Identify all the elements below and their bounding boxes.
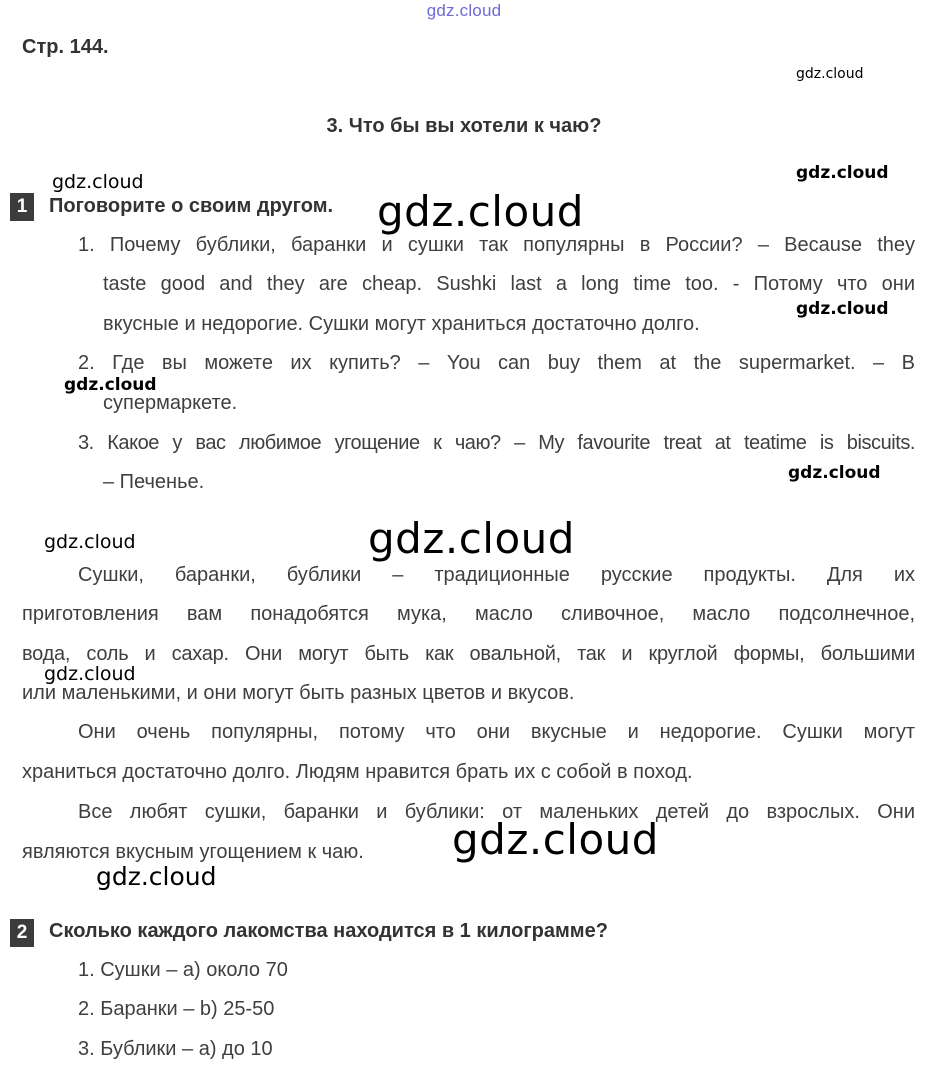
task-line: 2. Баранки – b) 25-50 [78, 998, 275, 1020]
watermark: gdz.cloud [44, 663, 136, 685]
watermark: gdz.cloud [64, 375, 157, 395]
task-line: 1. Почему бублики, баранки и сушки так популярны в России? – Because they [78, 234, 915, 256]
task-line: 3. Бублики – a) до 10 [78, 1038, 273, 1060]
watermark: gdz.cloud [44, 531, 136, 553]
page-reference: Стр. 144. [22, 36, 109, 58]
paragraph-line: или маленькими, и они могут быть разных цветов и вкусов. [22, 682, 575, 704]
task-heading: Сколько каждого лакомства находится в 1 килограмме? [49, 920, 608, 942]
watermark-top: gdz.cloud [426, 1, 502, 20]
task-number-badge: 2 [10, 919, 34, 947]
watermark: gdz.cloud [96, 862, 217, 891]
section-title: 3. Что бы вы хотели к чаю? [326, 115, 602, 137]
task-line: вкусные и недорогие. Сушки могут храниться достаточно долго. [103, 313, 700, 335]
task-number-badge: 1 [10, 193, 34, 221]
paragraph-line: храниться достаточно долго. Людям нравится брать их с собой в поход. [22, 761, 693, 783]
task-line: – Печенье. [103, 471, 205, 493]
task-line: 3. Какое у вас любимое угощение к чаю? – My favourite treat at teatime is biscuits. [78, 432, 915, 454]
paragraph-line: Все любят сушки, баранки и бублики: от маленьких детей до взрослых. Они [78, 801, 915, 823]
paragraph-line: приготовления вам понадобятся мука, масло сливочное, масло подсолнечное, [22, 603, 915, 625]
watermark: gdz.cloud [796, 66, 864, 82]
task-line: 1. Сушки – a) около 70 [78, 959, 288, 981]
watermark: gdz.cloud [796, 299, 889, 319]
watermark: gdz.cloud [452, 815, 659, 864]
paragraph-line: вода, соль и сахар. Они могут быть как овальной, так и круглой формы, большими [22, 643, 915, 665]
task-heading: Поговорите о своим другом. [49, 195, 334, 217]
task-line: taste good and they are cheap. Sushki last a long time too. - Потому что они [103, 273, 915, 295]
paragraph-line: Сушки, баранки, бублики – традиционные русские продукты. Для их [78, 564, 915, 586]
paragraph-line: Они очень популярны, потому что они вкусные и недорогие. Сушки могут [78, 721, 915, 743]
watermark: gdz.cloud [788, 463, 881, 483]
task-line: супермаркете. [103, 392, 238, 414]
paragraph-line: являются вкусным угощением к чаю. [22, 841, 364, 863]
watermark: gdz.cloud [796, 163, 889, 183]
task-line: 2. Где вы можете их купить? – You can buy them at the supermarket. – В [78, 352, 915, 374]
watermark: gdz.cloud [368, 514, 575, 563]
watermark: gdz.cloud [52, 171, 144, 193]
watermark: gdz.cloud [377, 187, 584, 236]
